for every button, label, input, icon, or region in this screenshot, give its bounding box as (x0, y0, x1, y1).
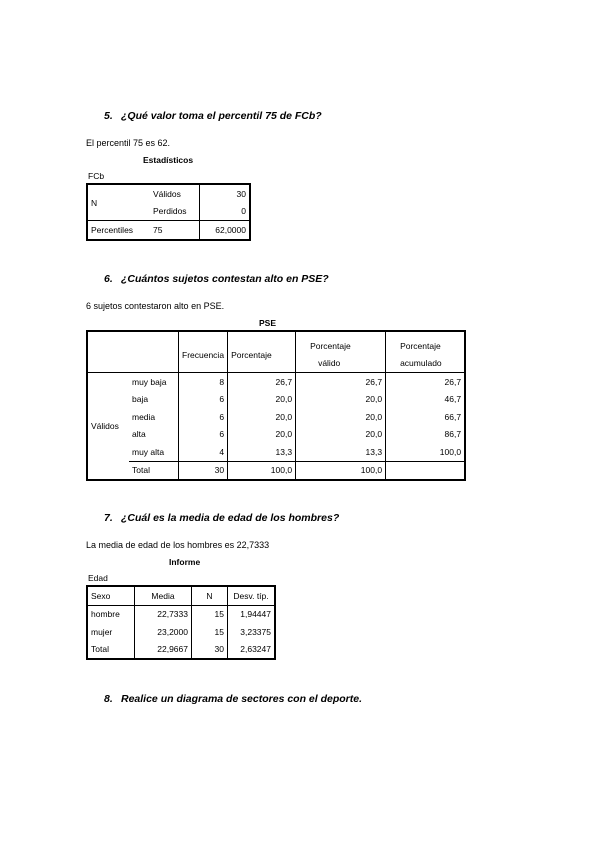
table-cell: 20,0 (296, 426, 386, 444)
informe-table (86, 585, 276, 660)
question-number: 5. (104, 110, 113, 122)
table-cell: media (129, 408, 179, 426)
pse-table-title: PSE (259, 318, 277, 328)
header-desv: Desv. típ. (228, 586, 276, 605)
table-cell: 6 (179, 408, 228, 426)
question-text: ¿Qué valor toma el percentil 75 de FCb? (121, 110, 322, 122)
table-cell: 86,7 (386, 426, 466, 444)
header-n: N (192, 586, 228, 605)
table-row (87, 623, 275, 641)
table-cell: hombre (87, 605, 135, 623)
table-cell: 20,0 (296, 408, 386, 426)
table-cell: 13,3 (228, 443, 296, 461)
header-porcentaje-valido (296, 331, 386, 373)
question-5-heading (104, 110, 322, 122)
question-6-heading (104, 273, 329, 285)
table-cell: 75 (150, 221, 200, 240)
table-cell: 62,0000 (200, 221, 251, 240)
pse-frequency-table (86, 330, 466, 481)
question-number: 7. (104, 512, 113, 524)
answer-7: La media de edad de los hombres es 22,7333 (86, 540, 270, 550)
informe-table-title: Informe (169, 557, 201, 567)
table-cell: 20,0 (228, 408, 296, 426)
table-cell: 66,7 (386, 408, 466, 426)
question-7-heading (104, 512, 339, 524)
table-cell: 26,7 (296, 373, 386, 391)
table-row-total (87, 461, 465, 480)
table-cell: Perdidos (150, 203, 200, 221)
header-frecuencia: Frecuencia (179, 331, 228, 373)
table-cell: 23,2000 (135, 623, 192, 641)
table-cell: 0 (200, 203, 251, 221)
table-cell: Total (87, 641, 135, 660)
table-row (87, 443, 465, 461)
table-cell: mujer (87, 623, 135, 641)
table-cell (129, 331, 179, 373)
statistics-table (86, 183, 251, 241)
table-cell: 100,0 (228, 461, 296, 480)
table-row-total (87, 641, 275, 660)
question-number: 6. (104, 273, 113, 285)
table-row (87, 184, 250, 203)
statistics-table-title: Estadísticos (143, 155, 194, 165)
header-text: válido (318, 358, 341, 368)
table-cell: 3,23375 (228, 623, 276, 641)
table-row (87, 408, 465, 426)
statistics-table-variable: FCb (88, 171, 105, 181)
question-text: Realice un diagrama de sectores con el deporte. (121, 693, 363, 705)
table-cell: Válidos (150, 184, 200, 203)
table-cell: alta (129, 426, 179, 444)
answer-5: El percentil 75 es 62. (86, 138, 171, 148)
table-cell: 1,94447 (228, 605, 276, 623)
question-8-heading (104, 693, 362, 705)
table-row (87, 605, 275, 623)
table-cell: 46,7 (386, 391, 466, 409)
header-text: Porcentaje (400, 341, 441, 351)
table-cell: 100,0 (296, 461, 386, 480)
table-cell (87, 331, 129, 373)
table-cell: baja (129, 391, 179, 409)
answer-6: 6 sujetos contestaron alto en PSE. (86, 301, 225, 311)
table-cell: 6 (179, 426, 228, 444)
table-cell: 15 (192, 623, 228, 641)
table-cell: 30 (200, 184, 251, 203)
header-porcentaje: Porcentaje (228, 331, 296, 373)
table-row (87, 426, 465, 444)
table-cell: muy baja (129, 373, 179, 391)
header-sexo: Sexo (87, 586, 135, 605)
table-cell: Percentiles (87, 221, 150, 240)
header-text: acumulado (400, 358, 442, 368)
table-row (87, 221, 250, 240)
table-cell: 26,7 (386, 373, 466, 391)
table-cell: 4 (179, 443, 228, 461)
table-row (87, 373, 465, 391)
table-header-row (87, 331, 465, 373)
informe-table-variable: Edad (88, 573, 108, 583)
table-cell: 100,0 (386, 443, 466, 461)
table-cell: 22,7333 (135, 605, 192, 623)
table-cell: 2,63247 (228, 641, 276, 660)
header-media: Media (135, 586, 192, 605)
table-cell: 20,0 (228, 426, 296, 444)
table-cell: 20,0 (228, 391, 296, 409)
table-cell: 22,9667 (135, 641, 192, 660)
question-text: ¿Cuántos sujetos contestan alto en PSE? (121, 273, 329, 285)
table-cell: 13,3 (296, 443, 386, 461)
table-cell: 30 (192, 641, 228, 660)
table-cell: 15 (192, 605, 228, 623)
table-cell: 20,0 (296, 391, 386, 409)
table-cell: Total (129, 461, 179, 480)
table-cell: 26,7 (228, 373, 296, 391)
table-cell: 6 (179, 391, 228, 409)
table-header-row (87, 586, 275, 605)
table-cell (386, 461, 466, 480)
header-porcentaje-acumulado (386, 331, 466, 373)
table-cell: 30 (179, 461, 228, 480)
group-label-validos: Válidos (87, 373, 129, 481)
question-number: 8. (104, 693, 113, 705)
header-text: Porcentaje (310, 341, 351, 351)
table-cell: N (87, 184, 150, 221)
question-text: ¿Cuál es la media de edad de los hombres? (121, 512, 340, 524)
table-cell: 8 (179, 373, 228, 391)
table-row (87, 391, 465, 409)
table-cell: muy alta (129, 443, 179, 461)
